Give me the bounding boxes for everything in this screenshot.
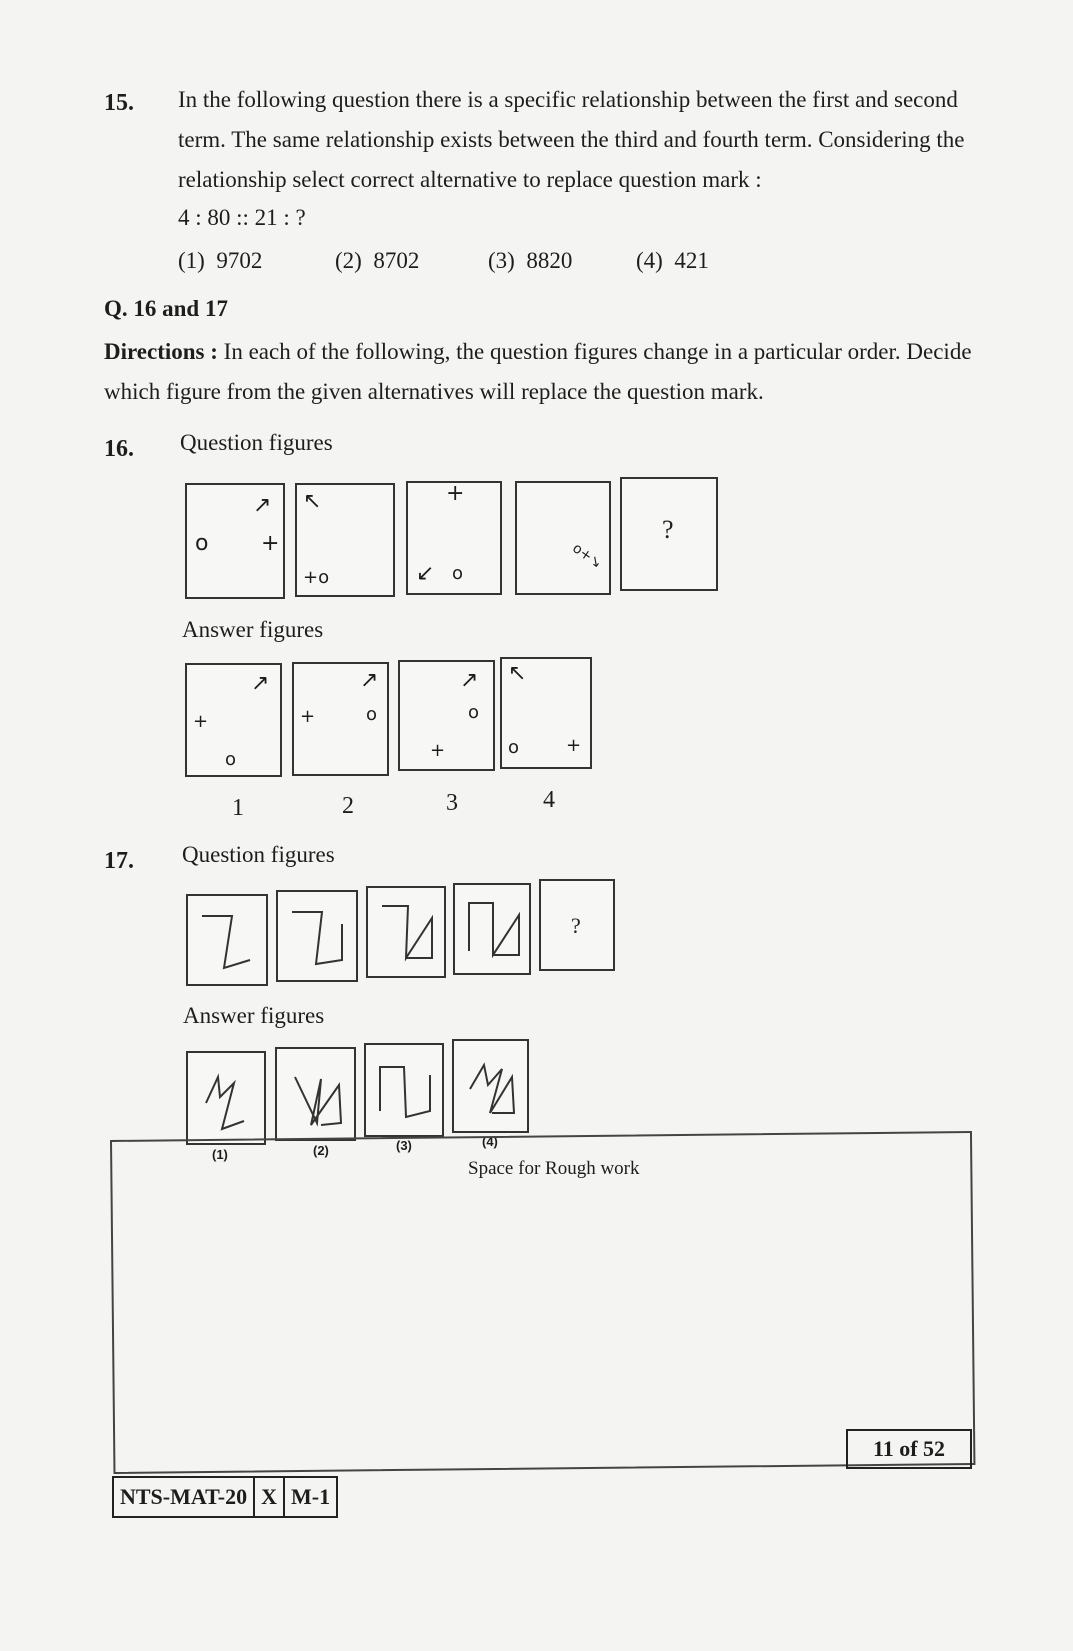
q17-question-figure-5: [539, 879, 615, 971]
circle-plus-arrow-symbol: o+↘: [569, 540, 605, 572]
zigzag-figure: [368, 888, 444, 976]
rough-work-label: Space for Rough work: [468, 1158, 640, 1179]
q17-question-figure-1: [186, 894, 268, 986]
page-number: 11 of 52: [872, 1436, 946, 1461]
plus-symbol: +: [430, 740, 446, 761]
rough-work-area[interactable]: [110, 1131, 975, 1474]
q17-question-figure-2: [276, 890, 358, 982]
arrow-northeast-icon: ↗: [360, 668, 379, 693]
plus-symbol: +: [446, 481, 465, 506]
plus-symbol: +: [300, 706, 316, 727]
q17-answer-number-1: (1): [212, 1147, 228, 1162]
q16-question-figure-3: [406, 481, 502, 595]
q17-answer-figure-2[interactable]: [275, 1047, 356, 1141]
arrow-northeast-icon: ↗: [251, 671, 270, 696]
question-15-text: In the following question there is a specific relationship between the first and second term. The same relationship exists between the third and fourth term. Considering the relationship select correct alternative to replace question mark :: [178, 87, 965, 192]
zigzag-figure: [188, 1053, 264, 1143]
arrow-northeast-icon: ↗: [253, 493, 272, 518]
circle-symbol: o: [225, 749, 237, 770]
paper-code: NTS-MAT-20: [114, 1478, 255, 1516]
q17-question-figure-4: [453, 883, 531, 975]
option-4[interactable]: [636, 248, 709, 274]
plus-symbol: +: [566, 735, 582, 756]
zigzag-figure: [277, 1049, 354, 1139]
arrow-southwest-icon: ↙: [416, 561, 435, 586]
question-17-answers-label: Answer figures: [183, 1003, 325, 1028]
arrow-northwest-icon: ↖: [508, 661, 527, 686]
arrow-northeast-icon: ↗: [460, 668, 479, 693]
option-value: 8820: [526, 248, 573, 273]
plus-circle-symbol: +o: [303, 567, 330, 588]
q17-answer-figure-1[interactable]: [186, 1051, 266, 1145]
circle-symbol: o: [468, 702, 480, 723]
q16-question-figure-2: [295, 483, 395, 597]
zigzag-figure: [188, 896, 266, 984]
answer-number-3: 3: [446, 790, 458, 816]
directions: [104, 332, 974, 412]
directions-text: In each of the following, the question figures change in a particular order. Decide which figure from the given alternatives will replace the question mark.: [104, 339, 972, 404]
zigzag-figure: [455, 885, 529, 973]
option-number: (1): [178, 248, 205, 273]
q16-question-figure-1: [185, 483, 285, 599]
q16-answer-figure-3[interactable]: [398, 660, 495, 771]
question-mark: ?: [662, 515, 674, 544]
set-code: M-1: [291, 1484, 331, 1509]
question-15-number: 15.: [104, 90, 134, 116]
q17-answer-number-2: (2): [313, 1143, 329, 1158]
question-mark: ?: [571, 913, 581, 938]
q16-answer-figure-2[interactable]: [292, 662, 389, 776]
option-value: 421: [674, 248, 709, 273]
paper-code-box: [112, 1476, 338, 1518]
option-value: 9702: [216, 248, 263, 273]
zigzag-figure: [366, 1045, 442, 1135]
q17-answer-figure-4[interactable]: [452, 1039, 529, 1133]
q17-answer-number-3: (3): [396, 1138, 412, 1153]
question-15-analogy: 4 : 80 :: 21 : ?: [178, 205, 306, 230]
q16-question-figure-4: [515, 481, 611, 595]
plus-symbol: +: [193, 711, 209, 732]
q17-answer-figure-3[interactable]: [364, 1043, 444, 1137]
q16-answer-figure-1[interactable]: [185, 663, 282, 777]
question-16-answers-label: Answer figures: [182, 617, 324, 642]
q16-answer-figure-4[interactable]: [500, 657, 592, 769]
circle-symbol: o: [508, 737, 520, 758]
question-15-options: [178, 248, 778, 278]
option-number: (4): [636, 248, 663, 273]
answer-number-1: 1: [232, 795, 244, 821]
q16-question-figure-5: [620, 477, 718, 591]
option-3[interactable]: [488, 248, 572, 274]
page-number-box: [846, 1429, 972, 1469]
circle-symbol: o: [452, 563, 464, 584]
plus-symbol: +: [261, 531, 280, 556]
option-2[interactable]: [335, 248, 419, 274]
option-number: (2): [335, 248, 362, 273]
group-title: Q. 16 and 17: [104, 296, 228, 321]
zigzag-figure: [454, 1041, 527, 1131]
question-16-figures-label: Question figures: [180, 430, 333, 455]
question-17-number: 17.: [104, 848, 134, 874]
answer-number-2: 2: [342, 793, 354, 819]
q17-question-figure-3: [366, 886, 446, 978]
question-16-number: 16.: [104, 436, 134, 462]
answer-number-4: 4: [543, 787, 555, 813]
class-code: X: [255, 1478, 285, 1516]
option-1[interactable]: [178, 248, 262, 274]
circle-symbol: o: [195, 531, 209, 556]
arrow-northwest-icon: ↖: [303, 489, 322, 514]
q17-answer-number-4: (4): [482, 1134, 498, 1149]
zigzag-figure: [278, 892, 356, 980]
option-value: 8702: [373, 248, 420, 273]
question-17-figures-label: Question figures: [182, 842, 335, 867]
option-number: (3): [488, 248, 515, 273]
circle-symbol: o: [366, 704, 378, 725]
directions-label: Directions :: [104, 339, 218, 364]
